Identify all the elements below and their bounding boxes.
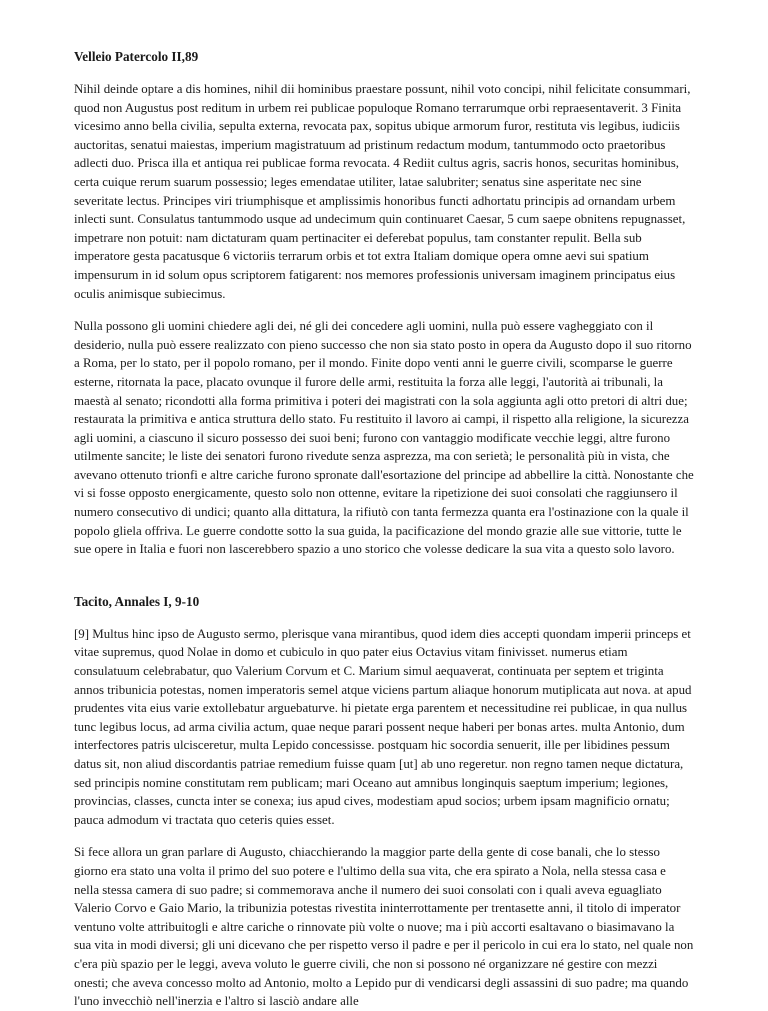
section-divider bbox=[74, 573, 694, 593]
section-heading: Velleio Patercolo II,89 bbox=[74, 49, 199, 64]
latin-paragraph: Nihil deinde optare a dis homines, nihil dii hominibus praestare possunt, nihil voto concipi, nihil felicitate consummari, quod non Augustus post reditum in urbem rei publicae populoque Romano terrarumque orbi repraesentaverit. 3 Finita vicesimo anno bella civilia, sepulta externa, revocata pax, sopitus ubique armorum furor, restituta vis legibus, iudiciis auctoritas, senatui maiestas, imperium magistratuum ad pristinum redactum modum, tantummodo octo praetoribus adlecti duo. Prisca illa et antiqua rei publicae forma revocata. 4 Rediit cultus agris, sacris honos, securitas hominibus, certa cuique rerum suarum possessio; leges emendatae utiliter, latae salubriter; senatus sine asperitate nec sine severitate lectus. Principes viri triumphisque et amplissimis honoribus functi adhortatu principis ad ornandam urbem inlecti sunt. Consulatus tantummodo usque ad undecimum quin continuaret Caesar, 5 cum saepe obnitens repugnasset, impetrare non potuit: nam dictaturam quam pertinaciter ei deferebat populus, tam constanter repulit. Bella sub imperatore gesta pacatusque 6 victoriis terrarum orbis et tot extra Italiam domique opera omne aevi sui spatium impensurum in id solum opus scriptorem fatigarent: nos memores professionis universam imaginem principatus eius oculis animisque subiecimus. bbox=[74, 82, 691, 301]
italian-paragraph: Si fece allora un gran parlare di Augusto, chiacchierando la maggior parte della gente di cose banali, che lo stesso giorno era stato una volta il primo del suo potere e l'ultimo della sua vita, che era spirato a Nola, nella stessa casa e nella stessa camera di suo padre; si commemorava anche il numero dei suoi consolati con i quali aveva eguagliato Valerio Corvo e Gaio Mario, la tribunizia potestas rivestita ininterrottamente per trentasette anni, il titolo di imperator ventuno volte attribuitogli e altre cariche o rinnovate più volte o nuove; ma i più accorti esaltavano o biasimavano la sua vita in modi diversi; gli uni dicevano che per rispetto verso il padre e per il pericolo in cui era lo stato, nel quale non c'era più spazio per le leggi, aveva voluto le guerre civili, che non si possono né organizzare né gestire con mezzi onesti; che aveva concesso molto ad Antonio, molto a Lepido pur di vendicarsi degli assassini di suo padre; ma quando l'uno invecchiò nell'inerzia e l'altro si lasciò andare alle bbox=[74, 845, 694, 1009]
section-tacito bbox=[74, 593, 694, 1011]
section-heading: Tacito, Annales I, 9-10 bbox=[74, 593, 200, 609]
italian-paragraph: Nulla possono gli uomini chiedere agli dei, né gli dei concedere agli uomini, nulla può essere vagheggiato con il desiderio, nulla può essere realizzato con pieno successo che non sia stato posto in opera da Augusto dopo il suo ritorno a Roma, per lo stato, per il popolo romano, per il mondo. Finite dopo venti anni le guerre civili, scomparse le guerre esterne, ritornata la pace, placato ovunque il furore delle armi, restituita la forza alle leggi, l'autorità ai tribunali, la maestà al senato; ricondotti alla forma primitiva i poteri dei magistrati con la sola aggiunta agli otto pretori di altri due; restaurata la primitiva e antica struttura dello stato. Fu restituito il lavoro ai campi, il rispetto alla religione, la sicurezza agli uomini, a ciascuno il sicuro possesso dei suoi beni; furono con vantaggio modificate vecchie leggi, altre furono utilmente sancite; le liste dei senatori furono rivedute senza asprezza, ma con serietà; le personalità più in vista, che avevano ottenuto trionfi e altre cariche furono spronate dall'esortazione del principe ad abbellire la città. Nonostante che vi si fosse opposto energicamente, questo solo non ottenne, evitare la ripetizione dei suoi consolati che raggiunsero il numero consecutivo di undici; quanto alla dittatura, la rifiutò con tanta fermezza quanta era l'ostinazione con la quale il popolo gliela offriva. Le guerre condotte sotto la sua guida, la pacificazione del mondo grazie alle sue vittorie, tutte le sue opere in Italia e fuori non lascerebbero spazio a uno storico che volesse dedicare la sua vita a questo solo lavoro. bbox=[74, 319, 694, 557]
latin-paragraph: [9] Multus hinc ipso de Augusto sermo, plerisque vana mirantibus, quod idem dies accepti quondam imperii princeps et vitae supremus, quod Nolae in domo et cubiculo in quo pater eius Octavius vitam finivisset. numerus etiam consulatuum celebrabatur, quo Valerium Corvum et C. Marium simul aequaverat, continuata per septem et triginta annos tribunicia potestas, nomen imperatoris semel atque viciens partum aliaque honorum mutiplicata aut nova. at apud prudentes vita eius varie extollebatur arguebaturve. hi pietate erga parentem et necessitudine rei publicae, in qua nullus tunc legibus locus, ad arma civilia actum, quae neque parari possent neque haberi per bonas artes. multa Antonio, dum interfectores patris ulcisceretur, multa Lepido concessisse. postquam hic socordia senuerit, ille per libidines pessum datus sit, non aliud discordantis patriae remedium fuisse quam [ut] ab uno regeretur. non regno tamen neque dictatura, sed principis nomine constitutam rem publicam; mari Oceano aut amnibus longinquis saeptum imperium; legiones, provincias, classes, cuncta inter se conexa; ius apud cives, modestiam apud socios; urbem ipsam magnificio ornatu; pauca admodum vi tractata quo ceteris quies esset. bbox=[74, 626, 692, 827]
section-velleio bbox=[74, 48, 694, 559]
